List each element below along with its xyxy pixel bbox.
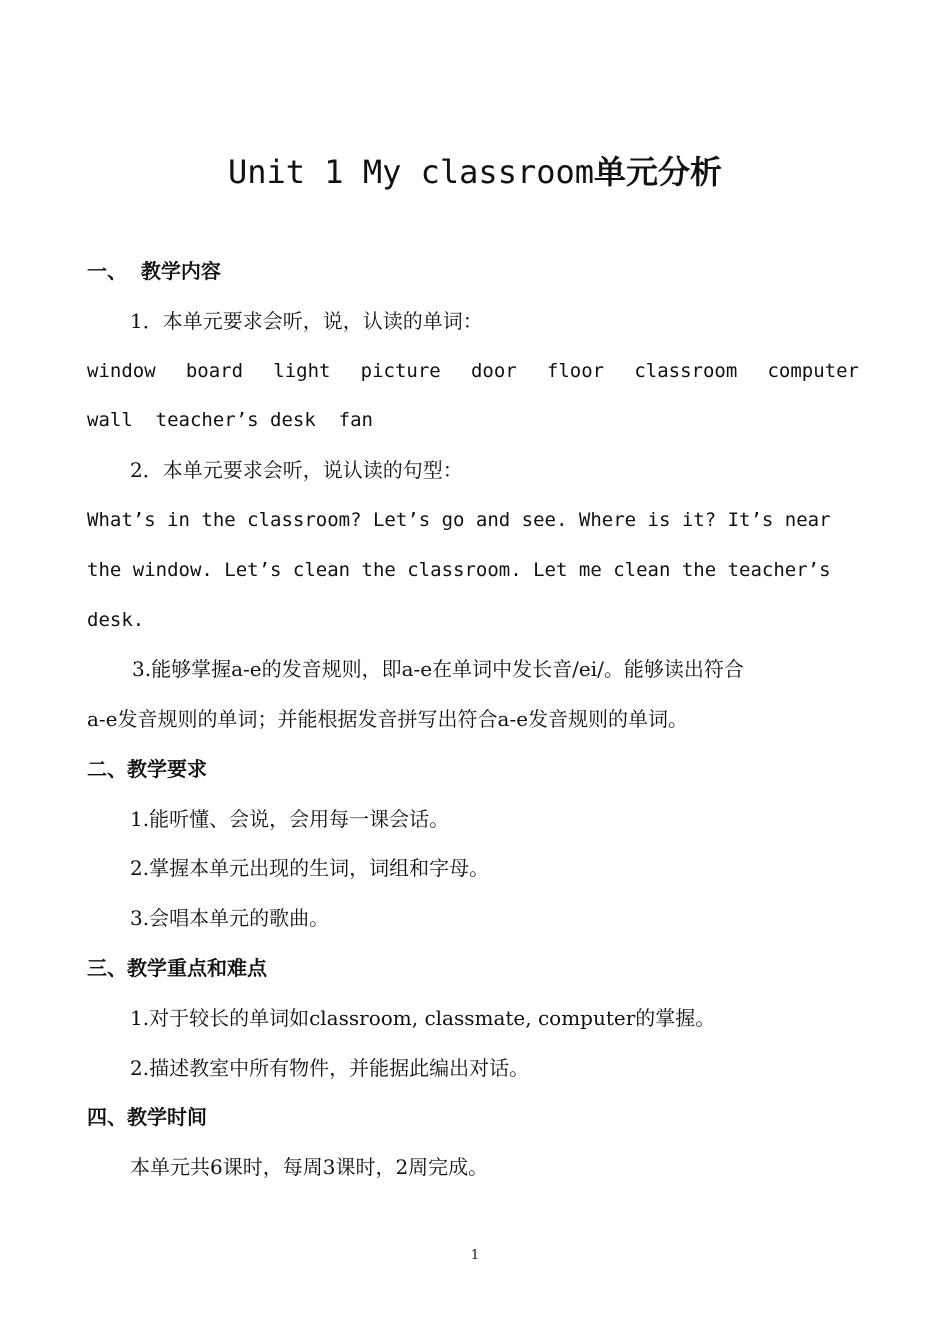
section2-item: 1.能听懂、会说，会用每一课会话。 <box>130 807 450 831</box>
word: classroom <box>634 360 738 382</box>
section2-item: 3.会唱本单元的歌曲。 <box>130 906 330 930</box>
sentences-line3: desk. <box>87 609 145 631</box>
title-chinese: 单元分析 <box>594 153 723 191</box>
section1-item2: 2．本单元要求会听，说认读的句型： <box>130 458 463 482</box>
word: window <box>87 360 156 382</box>
section3-item: 2.描述教室中所有物件，并能据此编出对话。 <box>130 1056 530 1080</box>
section1-item3-line2: a-e发音规则的单词；并能根据发音拼写出符合a-e发音规则的单词。 <box>87 707 689 731</box>
section3-heading: 三、教学重点和难点 <box>87 956 267 980</box>
section4-heading: 四、教学时间 <box>87 1105 207 1129</box>
section1-item3-line1: 3.能够掌握a-e的发音规则，即a-e在单词中发长音/ei/。能够读出符合 <box>132 657 744 681</box>
word: light <box>273 360 331 382</box>
sentences-line1: What’s in the classroom? Let’s go and see. Where is it? It’s near <box>87 509 831 531</box>
section2-item: 2.掌握本单元出现的生词，词组和字母。 <box>130 856 490 880</box>
vocabulary-line2: wall teacher’s desk fan <box>87 409 373 431</box>
vocabulary-line1 <box>87 357 859 385</box>
section4-text: 本单元共6课时，每周3课时，2周完成。 <box>130 1155 489 1179</box>
word: floor <box>546 360 605 382</box>
document-title <box>0 150 950 194</box>
sentences-line2: the window. Let’s clean the classroom. Let me clean the teacher’s <box>87 559 831 581</box>
word: board <box>185 360 244 382</box>
section1-heading: 一、 教学内容 <box>87 259 221 283</box>
section3-item: 1.对于较长的单词如classroom, classmate, computer的掌握。 <box>130 1006 716 1030</box>
word: picture <box>360 360 441 382</box>
word: computer <box>767 360 859 382</box>
page-number: 1 <box>470 1248 480 1263</box>
title-english: Unit 1 My classroom <box>227 153 595 191</box>
section1-item1: 1．本单元要求会听，说，认读的单词： <box>130 309 483 333</box>
section2-heading: 二、教学要求 <box>87 757 207 781</box>
word: door <box>470 360 517 382</box>
